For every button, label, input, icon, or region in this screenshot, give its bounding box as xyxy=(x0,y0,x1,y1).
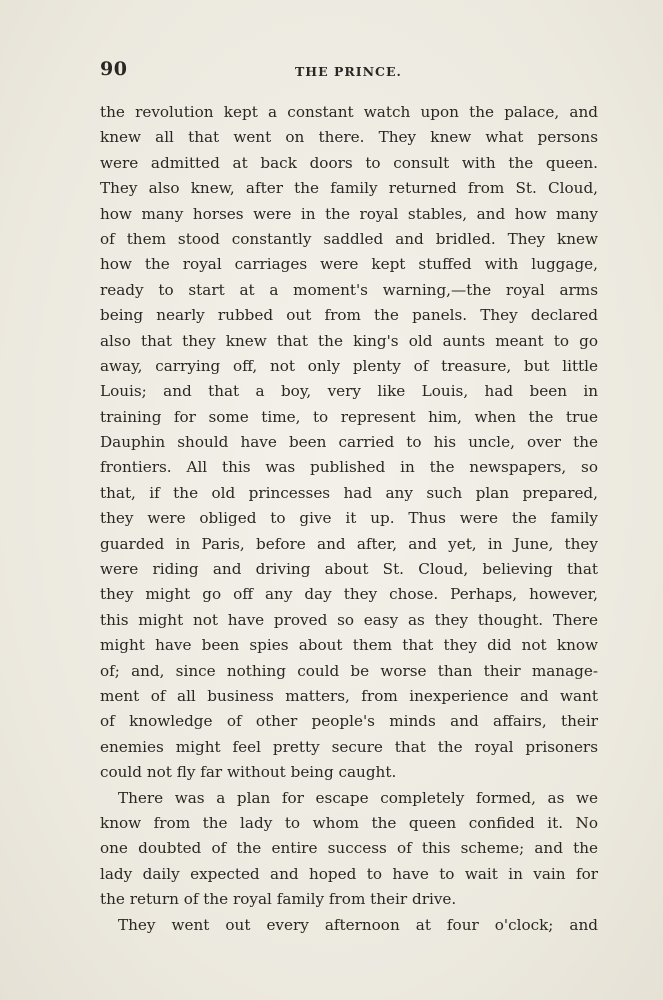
text-line: of knowledge of other people's minds and affairs, their xyxy=(100,712,598,731)
text-line: knew all that went on there. They knew what persons xyxy=(100,128,598,147)
text-line: know from the lady to whom the queen confided it. No xyxy=(100,813,598,832)
text-line: might have been spies about them that they did not know xyxy=(100,636,598,655)
running-head: THE PRINCE. xyxy=(295,64,402,79)
text-line: how many horses were in the royal stables, and how many xyxy=(100,204,598,223)
text-line: being nearly rubbed out from the panels. They declared xyxy=(100,306,598,325)
text-line: They went out every afternoon at four o'clock; and xyxy=(118,915,598,934)
text-line: the revolution kept a constant watch upon the palace, and xyxy=(100,103,598,121)
text-line: guarded in Paris, before and after, and yet, in June, they xyxy=(100,534,598,553)
text-line: lady daily expected and hoped to have to wait in vain for xyxy=(100,864,598,883)
text-line: There was a plan for escape completely formed, as we xyxy=(118,788,598,807)
page-number: 90 xyxy=(100,58,128,80)
text-line: Dauphin should have been carried to his uncle, over the xyxy=(100,433,598,452)
text-line: were admitted at back doors to consult with the queen. xyxy=(100,153,598,172)
text-line: that, if the old princesses had any such plan prepared, xyxy=(100,483,598,502)
text-line: of; and, since nothing could be worse than their manage- xyxy=(100,661,598,680)
text-line: were riding and driving about St. Cloud, believing that xyxy=(100,560,598,579)
text-line: also that they knew that the king's old aunts meant to go xyxy=(100,331,598,350)
text-line: how the royal carriages were kept stuffed with luggage, xyxy=(100,255,598,274)
text-line: one doubted of the entire success of this scheme; and the xyxy=(100,839,598,858)
text-line: away, carrying off, not only plenty of treasure, but little xyxy=(100,356,598,375)
text-line: they were obliged to give it up. Thus were the family xyxy=(100,509,598,528)
text-line: frontiers. All this was published in the newspapers, so xyxy=(100,458,598,477)
text-line: They also knew, after the family returned from St. Cloud, xyxy=(100,179,598,198)
text-line: training for some time, to represent him, when the true xyxy=(100,407,598,426)
text-line: could not fly far without being caught. xyxy=(100,763,397,782)
text-line: the return of the royal family from their drive. xyxy=(100,890,457,909)
text-line: ready to start at a moment's warning,—the royal arms xyxy=(100,280,598,299)
text-line: Louis; and that a boy, very like Louis, had been in xyxy=(100,382,598,401)
text-line: this might not have proved so easy as they thought. There xyxy=(100,610,598,629)
text-line: of them stood constantly saddled and bridled. They knew xyxy=(100,229,598,248)
paragraph xyxy=(100,786,598,913)
text-line: enemies might feel pretty secure that the royal prisoners xyxy=(100,737,598,756)
body-text xyxy=(100,100,598,938)
paragraph xyxy=(100,100,598,786)
paragraph xyxy=(100,913,598,938)
page-header xyxy=(100,58,598,88)
text-line: they might go off any day they chose. Perhaps, however, xyxy=(100,585,598,604)
text-line: ment of all business matters, from inexperience and want xyxy=(100,686,598,705)
